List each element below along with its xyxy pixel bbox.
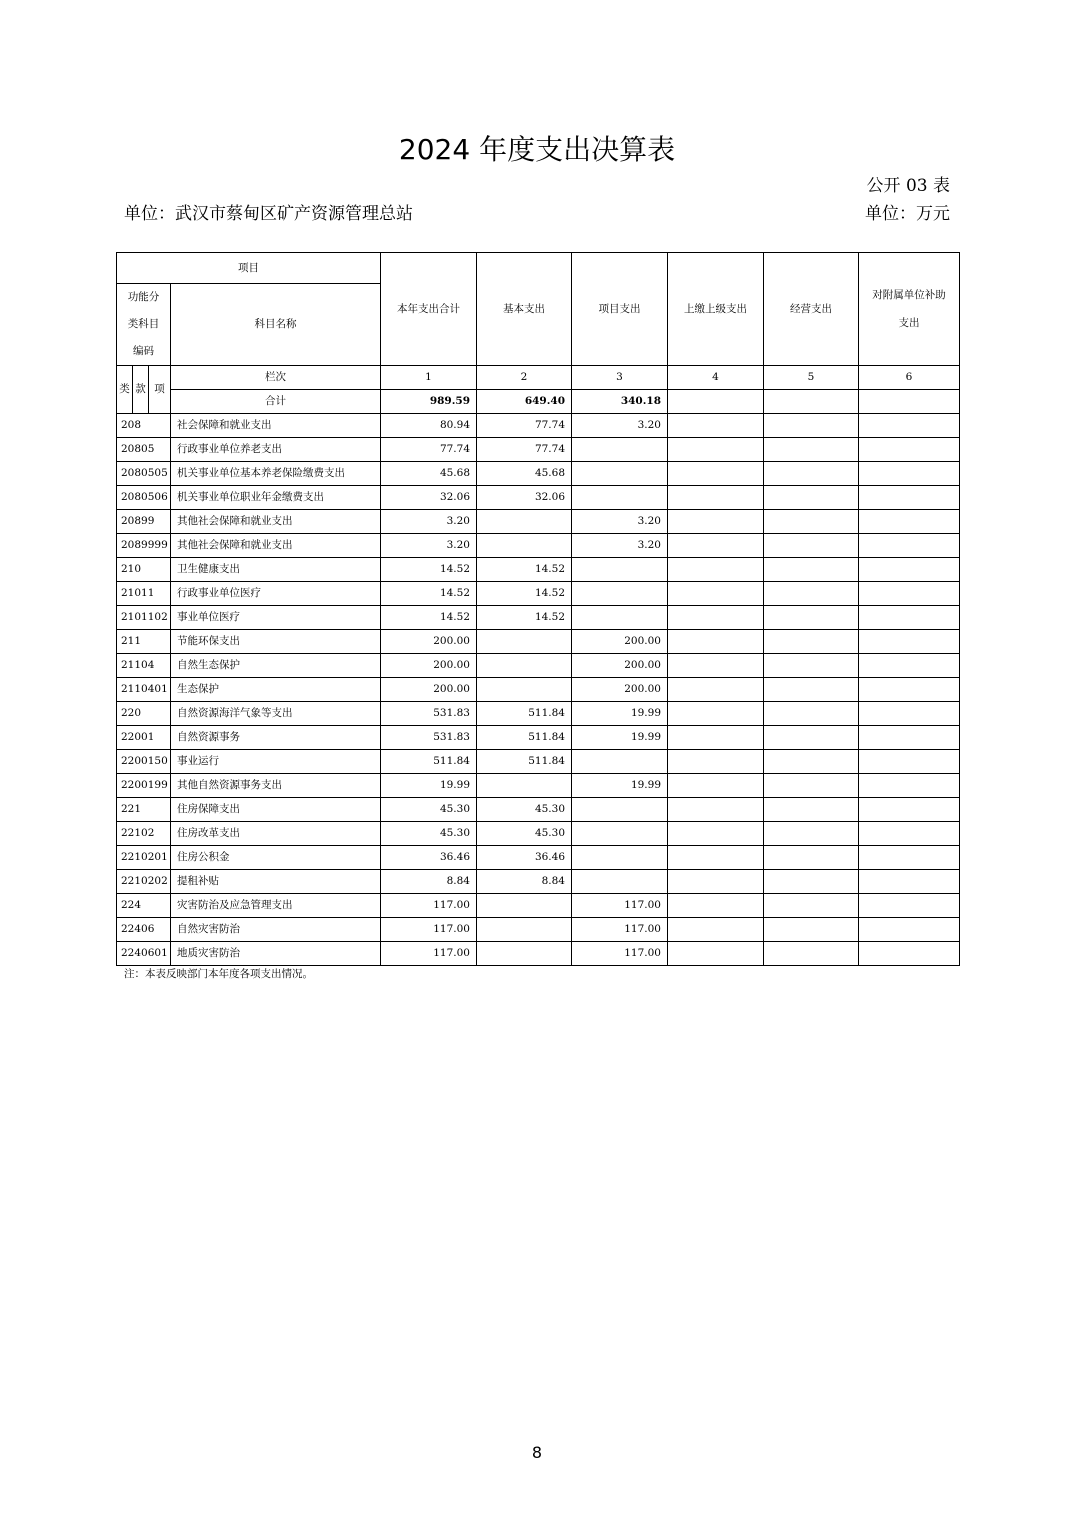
subject-name: 自然生态保护 xyxy=(171,654,381,678)
subject-name: 提租补贴 xyxy=(171,870,381,894)
value-project xyxy=(572,606,668,630)
subject-name: 事业运行 xyxy=(171,750,381,774)
value-business xyxy=(764,798,859,822)
subject-code: 2240601 xyxy=(117,942,171,966)
table-row xyxy=(117,894,960,918)
table-row xyxy=(117,438,960,462)
value-upper xyxy=(668,774,764,798)
value-upper xyxy=(668,870,764,894)
value-project xyxy=(572,798,668,822)
value-subsidiary xyxy=(859,654,960,678)
value-subsidiary xyxy=(859,510,960,534)
value-business xyxy=(764,582,859,606)
col-num-6: 6 xyxy=(859,366,960,390)
col-num-3: 3 xyxy=(572,366,668,390)
subject-name: 自然灾害防治 xyxy=(171,918,381,942)
value-project xyxy=(572,438,668,462)
table-row xyxy=(117,774,960,798)
value-basic: 511.84 xyxy=(477,726,572,750)
value-project xyxy=(572,846,668,870)
value-upper xyxy=(668,630,764,654)
subject-code: 20899 xyxy=(117,510,171,534)
value-basic: 14.52 xyxy=(477,558,572,582)
subject-code: 2080506 xyxy=(117,486,171,510)
col-num-2: 2 xyxy=(477,366,572,390)
page-title: 2024 年度支出决算表 xyxy=(398,133,676,166)
value-upper xyxy=(668,462,764,486)
subject-name: 自然资源事务 xyxy=(171,726,381,750)
value-business xyxy=(764,726,859,750)
value-business xyxy=(764,702,859,726)
value-subsidiary xyxy=(859,486,960,510)
table-row xyxy=(117,654,960,678)
value-business xyxy=(764,606,859,630)
value-total: 77.74 xyxy=(381,438,477,462)
col-header-1: 本年支出合计 xyxy=(381,253,477,366)
value-total: 200.00 xyxy=(381,630,477,654)
value-project: 117.00 xyxy=(572,942,668,966)
value-basic: 511.84 xyxy=(477,750,572,774)
subject-code: 210 xyxy=(117,558,171,582)
value-total: 8.84 xyxy=(381,870,477,894)
reporting-unit: 单位：武汉市蔡甸区矿产资源管理总站 xyxy=(124,204,413,224)
table-row xyxy=(117,846,960,870)
value-business xyxy=(764,750,859,774)
value-project: 19.99 xyxy=(572,726,668,750)
value-upper xyxy=(668,894,764,918)
value-total: 531.83 xyxy=(381,702,477,726)
value-project xyxy=(572,462,668,486)
table-row xyxy=(117,822,960,846)
value-project xyxy=(572,750,668,774)
value-subsidiary xyxy=(859,726,960,750)
value-basic: 77.74 xyxy=(477,414,572,438)
value-subsidiary xyxy=(859,894,960,918)
value-upper xyxy=(668,414,764,438)
total-value-3: 340.18 xyxy=(572,390,668,414)
value-upper xyxy=(668,798,764,822)
subject-name: 节能环保支出 xyxy=(171,630,381,654)
value-basic: 14.52 xyxy=(477,606,572,630)
total-value-5 xyxy=(764,390,859,414)
table-row xyxy=(117,606,960,630)
total-label: 合计 xyxy=(171,390,381,414)
header-row-3 xyxy=(117,366,960,390)
subject-name: 机关事业单位职业年金缴费支出 xyxy=(171,486,381,510)
value-project: 117.00 xyxy=(572,894,668,918)
value-upper xyxy=(668,822,764,846)
header-row-1 xyxy=(117,253,960,284)
table-row xyxy=(117,678,960,702)
subject-name: 其他自然资源事务支出 xyxy=(171,774,381,798)
subject-code: 224 xyxy=(117,894,171,918)
total-row xyxy=(117,390,960,414)
value-project: 19.99 xyxy=(572,702,668,726)
value-total: 45.30 xyxy=(381,822,477,846)
value-business xyxy=(764,822,859,846)
table-row xyxy=(117,750,960,774)
subject-name: 地质灾害防治 xyxy=(171,942,381,966)
value-business xyxy=(764,942,859,966)
value-business xyxy=(764,462,859,486)
col-header-5: 经营支出 xyxy=(764,253,859,366)
value-business xyxy=(764,894,859,918)
value-upper xyxy=(668,486,764,510)
value-total: 117.00 xyxy=(381,918,477,942)
subject-name: 机关事业单位基本养老保险缴费支出 xyxy=(171,462,381,486)
value-business xyxy=(764,918,859,942)
value-project: 3.20 xyxy=(572,534,668,558)
total-value-4 xyxy=(668,390,764,414)
value-total: 45.68 xyxy=(381,462,477,486)
value-basic: 36.46 xyxy=(477,846,572,870)
table-row xyxy=(117,870,960,894)
value-total: 32.06 xyxy=(381,486,477,510)
expenditure-table xyxy=(116,252,960,966)
xiang-header: 项 xyxy=(149,366,171,414)
table-row xyxy=(117,918,960,942)
subject-name: 行政事业单位养老支出 xyxy=(171,438,381,462)
value-business xyxy=(764,414,859,438)
value-upper xyxy=(668,750,764,774)
col-row-label: 栏次 xyxy=(171,366,381,390)
value-basic: 8.84 xyxy=(477,870,572,894)
value-total: 36.46 xyxy=(381,846,477,870)
table-row xyxy=(117,702,960,726)
subject-name: 卫生健康支出 xyxy=(171,558,381,582)
subject-name: 灾害防治及应急管理支出 xyxy=(171,894,381,918)
value-business xyxy=(764,654,859,678)
value-business xyxy=(764,438,859,462)
value-project xyxy=(572,582,668,606)
value-project xyxy=(572,486,668,510)
value-upper xyxy=(668,558,764,582)
value-total: 80.94 xyxy=(381,414,477,438)
form-number: 公开 03 表 xyxy=(866,176,950,196)
value-project xyxy=(572,870,668,894)
value-project: 3.20 xyxy=(572,414,668,438)
table-note: 注：本表反映部门本年度各项支出情况。 xyxy=(124,968,313,980)
value-upper xyxy=(668,846,764,870)
subject-code: 22102 xyxy=(117,822,171,846)
total-value-6 xyxy=(859,390,960,414)
value-business xyxy=(764,774,859,798)
value-business xyxy=(764,558,859,582)
value-business xyxy=(764,486,859,510)
value-business xyxy=(764,846,859,870)
func-class-header: 功能分类科目编码 xyxy=(117,284,171,366)
value-total: 200.00 xyxy=(381,654,477,678)
subject-code: 22406 xyxy=(117,918,171,942)
subject-name: 其他社会保障和就业支出 xyxy=(171,510,381,534)
value-subsidiary xyxy=(859,414,960,438)
value-subsidiary xyxy=(859,798,960,822)
subject-code: 2110401 xyxy=(117,678,171,702)
subject-name: 住房公积金 xyxy=(171,846,381,870)
value-upper xyxy=(668,438,764,462)
subject-code: 21104 xyxy=(117,654,171,678)
subject-code: 208 xyxy=(117,414,171,438)
value-total: 511.84 xyxy=(381,750,477,774)
value-basic xyxy=(477,534,572,558)
subject-name-header: 科目名称 xyxy=(171,284,381,366)
value-subsidiary xyxy=(859,462,960,486)
value-project: 200.00 xyxy=(572,654,668,678)
value-subsidiary xyxy=(859,438,960,462)
value-upper xyxy=(668,606,764,630)
value-basic xyxy=(477,678,572,702)
value-subsidiary xyxy=(859,534,960,558)
value-upper xyxy=(668,918,764,942)
table-row xyxy=(117,558,960,582)
value-business xyxy=(764,534,859,558)
table-row xyxy=(117,798,960,822)
value-total: 200.00 xyxy=(381,678,477,702)
value-total: 117.00 xyxy=(381,894,477,918)
subject-code: 2089999 xyxy=(117,534,171,558)
value-basic xyxy=(477,918,572,942)
value-subsidiary xyxy=(859,678,960,702)
value-project xyxy=(572,558,668,582)
subject-code: 2200150 xyxy=(117,750,171,774)
table-row xyxy=(117,510,960,534)
value-total: 14.52 xyxy=(381,558,477,582)
project-header: 项目 xyxy=(117,253,381,284)
total-value-1: 989.59 xyxy=(381,390,477,414)
value-basic: 45.68 xyxy=(477,462,572,486)
subject-code: 211 xyxy=(117,630,171,654)
value-business xyxy=(764,678,859,702)
value-total: 14.52 xyxy=(381,606,477,630)
value-project: 19.99 xyxy=(572,774,668,798)
value-subsidiary xyxy=(859,582,960,606)
value-subsidiary xyxy=(859,846,960,870)
value-basic: 45.30 xyxy=(477,822,572,846)
value-basic xyxy=(477,894,572,918)
table-body xyxy=(117,414,960,966)
subject-name: 行政事业单位医疗 xyxy=(171,582,381,606)
value-upper xyxy=(668,678,764,702)
table-row xyxy=(117,414,960,438)
subject-name: 住房保障支出 xyxy=(171,798,381,822)
col-header-2: 基本支出 xyxy=(477,253,572,366)
subject-code: 2101102 xyxy=(117,606,171,630)
value-subsidiary xyxy=(859,870,960,894)
col-header-6: 对附属单位补助支出 xyxy=(859,253,960,366)
subject-code: 20805 xyxy=(117,438,171,462)
value-subsidiary xyxy=(859,558,960,582)
subject-code: 2210201 xyxy=(117,846,171,870)
subject-code: 221 xyxy=(117,798,171,822)
value-total: 19.99 xyxy=(381,774,477,798)
value-basic xyxy=(477,942,572,966)
value-basic: 32.06 xyxy=(477,486,572,510)
table-row xyxy=(117,462,960,486)
lei-header: 类 xyxy=(117,366,133,414)
value-upper xyxy=(668,726,764,750)
value-basic xyxy=(477,510,572,534)
table-row xyxy=(117,534,960,558)
value-total: 14.52 xyxy=(381,582,477,606)
value-total: 531.83 xyxy=(381,726,477,750)
subject-code: 22001 xyxy=(117,726,171,750)
value-basic xyxy=(477,774,572,798)
value-project xyxy=(572,822,668,846)
value-subsidiary xyxy=(859,750,960,774)
value-basic xyxy=(477,654,572,678)
total-value-2: 649.40 xyxy=(477,390,572,414)
col-num-4: 4 xyxy=(668,366,764,390)
value-total: 3.20 xyxy=(381,534,477,558)
value-total: 3.20 xyxy=(381,510,477,534)
currency-unit: 单位：万元 xyxy=(865,204,950,224)
value-upper xyxy=(668,654,764,678)
kuan-header: 款 xyxy=(133,366,149,414)
subject-code: 21011 xyxy=(117,582,171,606)
value-upper xyxy=(668,942,764,966)
subject-code: 2080505 xyxy=(117,462,171,486)
table-row xyxy=(117,486,960,510)
table-row xyxy=(117,726,960,750)
subject-code: 220 xyxy=(117,702,171,726)
value-subsidiary xyxy=(859,918,960,942)
subject-name: 事业单位医疗 xyxy=(171,606,381,630)
value-basic: 14.52 xyxy=(477,582,572,606)
col-num-1: 1 xyxy=(381,366,477,390)
page-number: 8 xyxy=(531,1443,543,1462)
value-subsidiary xyxy=(859,822,960,846)
value-basic: 77.74 xyxy=(477,438,572,462)
value-subsidiary xyxy=(859,630,960,654)
value-business xyxy=(764,870,859,894)
value-upper xyxy=(668,534,764,558)
table-row xyxy=(117,942,960,966)
value-business xyxy=(764,630,859,654)
value-upper xyxy=(668,702,764,726)
subject-name: 其他社会保障和就业支出 xyxy=(171,534,381,558)
value-subsidiary xyxy=(859,774,960,798)
col-header-4: 上缴上级支出 xyxy=(668,253,764,366)
subject-name: 自然资源海洋气象等支出 xyxy=(171,702,381,726)
col-num-5: 5 xyxy=(764,366,859,390)
subject-name: 住房改革支出 xyxy=(171,822,381,846)
value-subsidiary xyxy=(859,702,960,726)
value-subsidiary xyxy=(859,942,960,966)
table-row xyxy=(117,582,960,606)
value-total: 45.30 xyxy=(381,798,477,822)
value-business xyxy=(764,510,859,534)
table-row xyxy=(117,630,960,654)
subject-code: 2210202 xyxy=(117,870,171,894)
value-subsidiary xyxy=(859,606,960,630)
value-project: 200.00 xyxy=(572,630,668,654)
value-upper xyxy=(668,582,764,606)
subject-code: 2200199 xyxy=(117,774,171,798)
value-total: 117.00 xyxy=(381,942,477,966)
value-project: 200.00 xyxy=(572,678,668,702)
value-project: 3.20 xyxy=(572,510,668,534)
subject-name: 社会保障和就业支出 xyxy=(171,414,381,438)
value-basic xyxy=(477,630,572,654)
subject-name: 生态保护 xyxy=(171,678,381,702)
col-header-3: 项目支出 xyxy=(572,253,668,366)
value-project: 117.00 xyxy=(572,918,668,942)
value-basic: 511.84 xyxy=(477,702,572,726)
value-upper xyxy=(668,510,764,534)
value-basic: 45.30 xyxy=(477,798,572,822)
